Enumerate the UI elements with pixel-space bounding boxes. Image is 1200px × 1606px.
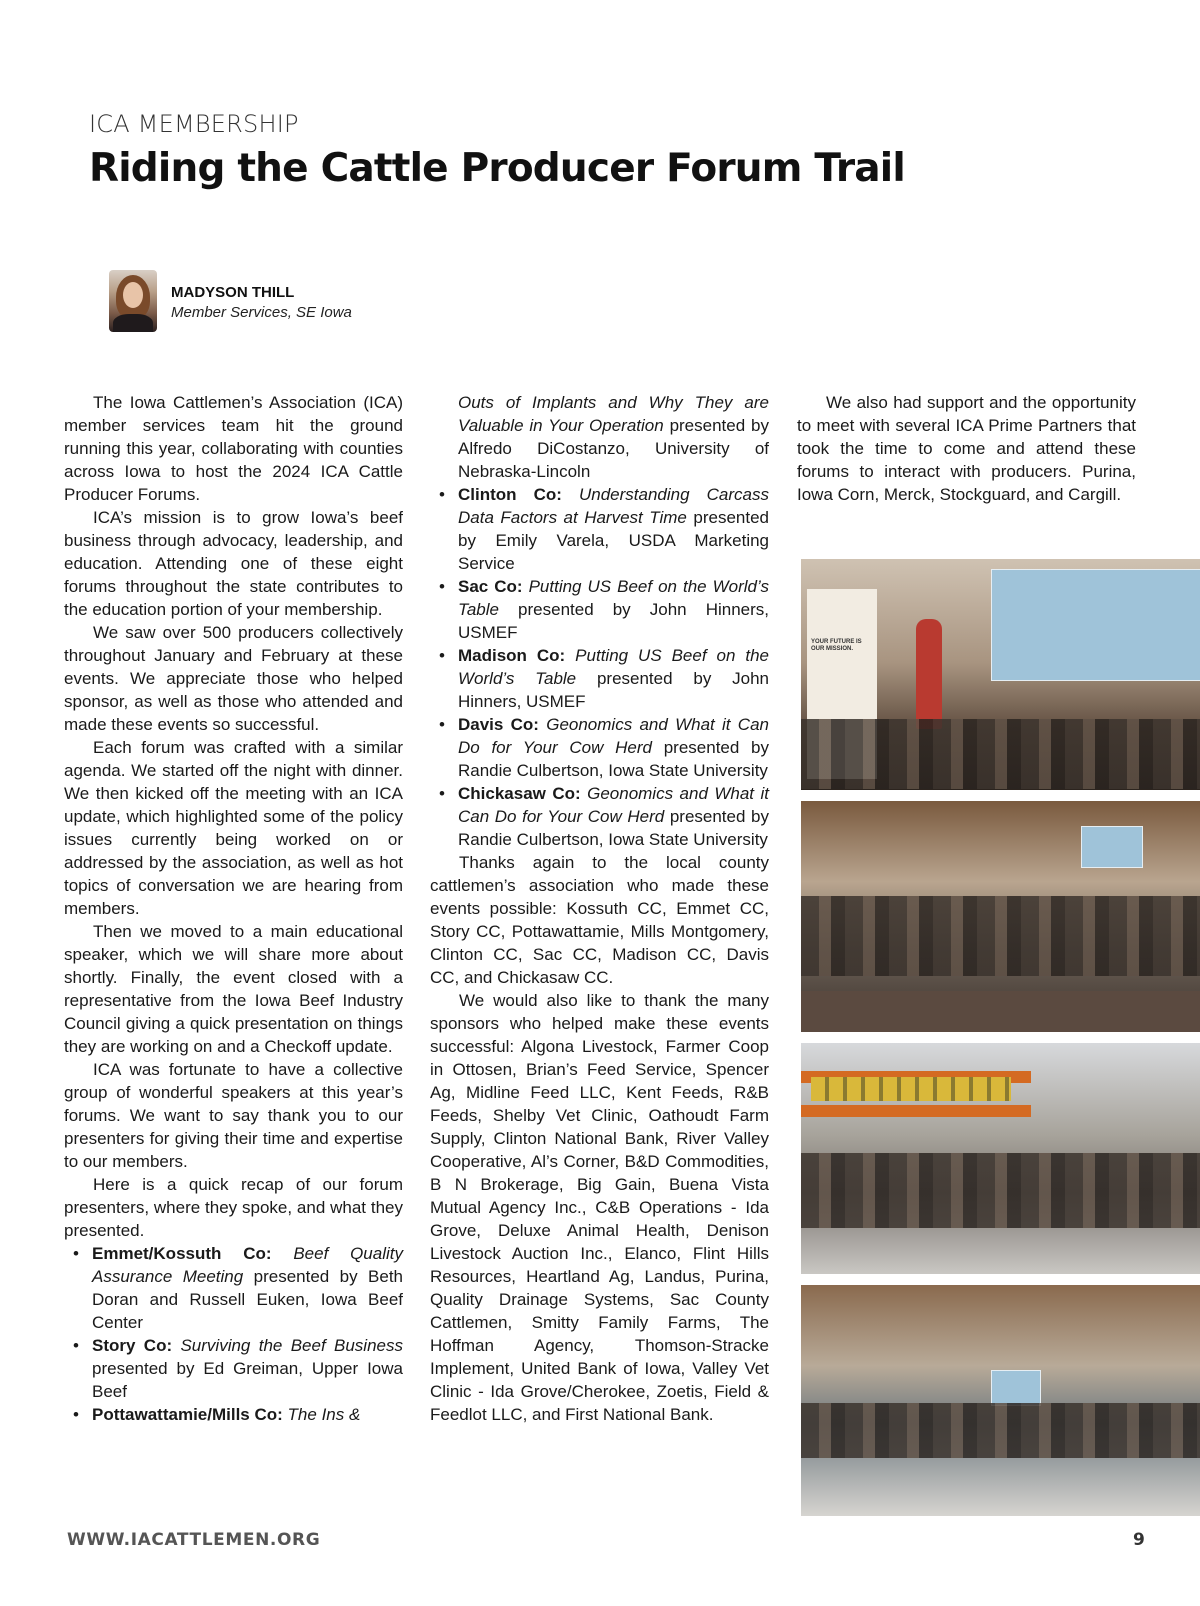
article-title: Riding the Cattle Producer Forum Trail	[89, 146, 905, 191]
forum-photo-warehouse	[801, 1041, 1200, 1274]
article-column-1	[64, 391, 403, 1426]
paragraph: Then we moved to a main educational speaker, which we will share more about shortly. Finally, the event closed with a representative from the Iowa Beef Industry Council giving a quick presentation on things they are working on and a Checkoff update.	[64, 922, 403, 1056]
paragraph: We also had support and the opportunity to meet with several ICA Prime Partners that took the time to come and attend these forums to interact with producers. Purina, Iowa Corn, Merck, Stockguard, and Cargill.	[797, 393, 1136, 504]
list-item: • Emmet/Kossuth Co: Beef Quality Assurance Meeting presented by Beth Doran and Russell Euken, Iowa Beef Center	[73, 1244, 403, 1332]
author-photo	[109, 270, 157, 332]
paragraph: We saw over 500 producers collectively throughout January and February at these events. We appreciate those who helped sponsor, as well as those who attended and made these events so successful.	[64, 623, 403, 734]
paragraph: Thanks again to the local county cattlemen’s association who made these events possible: Kossuth CC, Emmet CC, Story CC, Pottawattamie, Mills Montgomery, Clinton CC, Sac CC, Madison CC, Davis CC, and Chickasaw CC.	[430, 853, 769, 987]
banner-text: YOUR FUTURE IS OUR MISSION.	[811, 639, 862, 652]
forum-photo-speaker	[801, 557, 1200, 790]
recap-list	[64, 1242, 403, 1426]
article-column-2	[430, 391, 769, 1426]
recap-list-continued	[430, 391, 769, 851]
forum-photo-hall	[801, 1283, 1200, 1516]
paragraph: Here is a quick recap of our forum presenters, where they spoke, and what they presented.	[64, 1175, 403, 1240]
forum-photo-crowd	[801, 799, 1200, 1032]
paragraph: ICA was fortunate to have a collective group of wonderful speakers at this year’s forums. We want to say thank you to our presenters for giving their time and expertise to our members.	[64, 1060, 403, 1171]
paragraph: The Iowa Cattlemen’s Association (ICA) member services team hit the ground running this year, collaborating with counties across Iowa to host the 2024 ICA Cattle Producer Forums.	[64, 393, 403, 504]
list-item: • Clinton Co: Understanding Carcass Data Factors at Harvest Time presented by Emily Varela, USDA Marketing Service	[439, 485, 769, 573]
section-label: ICA MEMBERSHIP	[89, 110, 299, 138]
list-item: • Davis Co: Geonomics and What it Can Do for Your Cow Herd presented by Randie Culbertson, Iowa State University	[439, 715, 770, 780]
page-number: 9	[1133, 1530, 1145, 1550]
list-item: • Chickasaw Co: Geonomics and What it Can Do for Your Cow Herd presented by Randie Culbertson, Iowa State University	[439, 784, 769, 849]
list-item: • Story Co: Surviving the Beef Business presented by Ed Greiman, Upper Iowa Beef	[73, 1336, 403, 1401]
author-role: Member Services, SE Iowa	[171, 304, 352, 321]
paragraph: We would also like to thank the many sponsors who helped make these events successful: Algona Livestock, Farmer Coop in Ottosen, Brian’s Feed Service, Spencer Ag, Midline Feed LLC, Kent Feeds, R&B Feeds, Shelby Vet Clinic, Oathoudt Farm Supply, Clinton National Bank, River Valley Cooperative, Al’s Corner, B&D Commodities, B N Brokerage, Big Gain, Buena Vista Mutual Agency Inc., C&B Operations - Ida Grove, Deluxe Animal Health, Denison Livestock Auction Inc., Elanco, Flint Hills Resources, Heartland Ag, Landus, Purina, Quality Drainage Systems, Sac County Cattlemen, Smitty Family Farms, The Hoffman Agency, Thomson-Stracke Implement, United Bank of Iowa, Valley Vet Clinic - Ida Grove/Cherokee, Zoetis, Field & Feedlot LLC, and First National Bank.	[430, 991, 769, 1424]
paragraph: Each forum was crafted with a similar agenda. We started off the night with dinner. We then kicked off the meeting with an ICA update, which highlighted some of the policy issues currently being worked on or addressed by the association, as well as hot topics of conversation we are hearing from members.	[64, 738, 403, 918]
author-name: MADYSON THILL	[171, 284, 295, 301]
article-column-3	[797, 391, 1136, 506]
list-item: • Madison Co: Putting US Beef on the World’s Table presented by John Hinners, USMEF	[439, 646, 769, 711]
footer-website: WWW.IACATTLEMEN.ORG	[67, 1530, 321, 1550]
list-item: • Pottawattamie/Mills Co: The Ins &	[73, 1405, 361, 1424]
list-item: Outs of Implants and Why They are Valuable in Your Operation presented by Alfredo DiCostanzo, University of Nebraska-Lincoln	[458, 393, 769, 481]
paragraph: ICA’s mission is to grow Iowa’s beef business through advocacy, leadership, and education. Attending one of these eight forums throughout the state contributes to the education portion of your membership.	[64, 508, 403, 619]
list-item: • Sac Co: Putting US Beef on the World’s Table presented by John Hinners, USMEF	[439, 577, 769, 642]
